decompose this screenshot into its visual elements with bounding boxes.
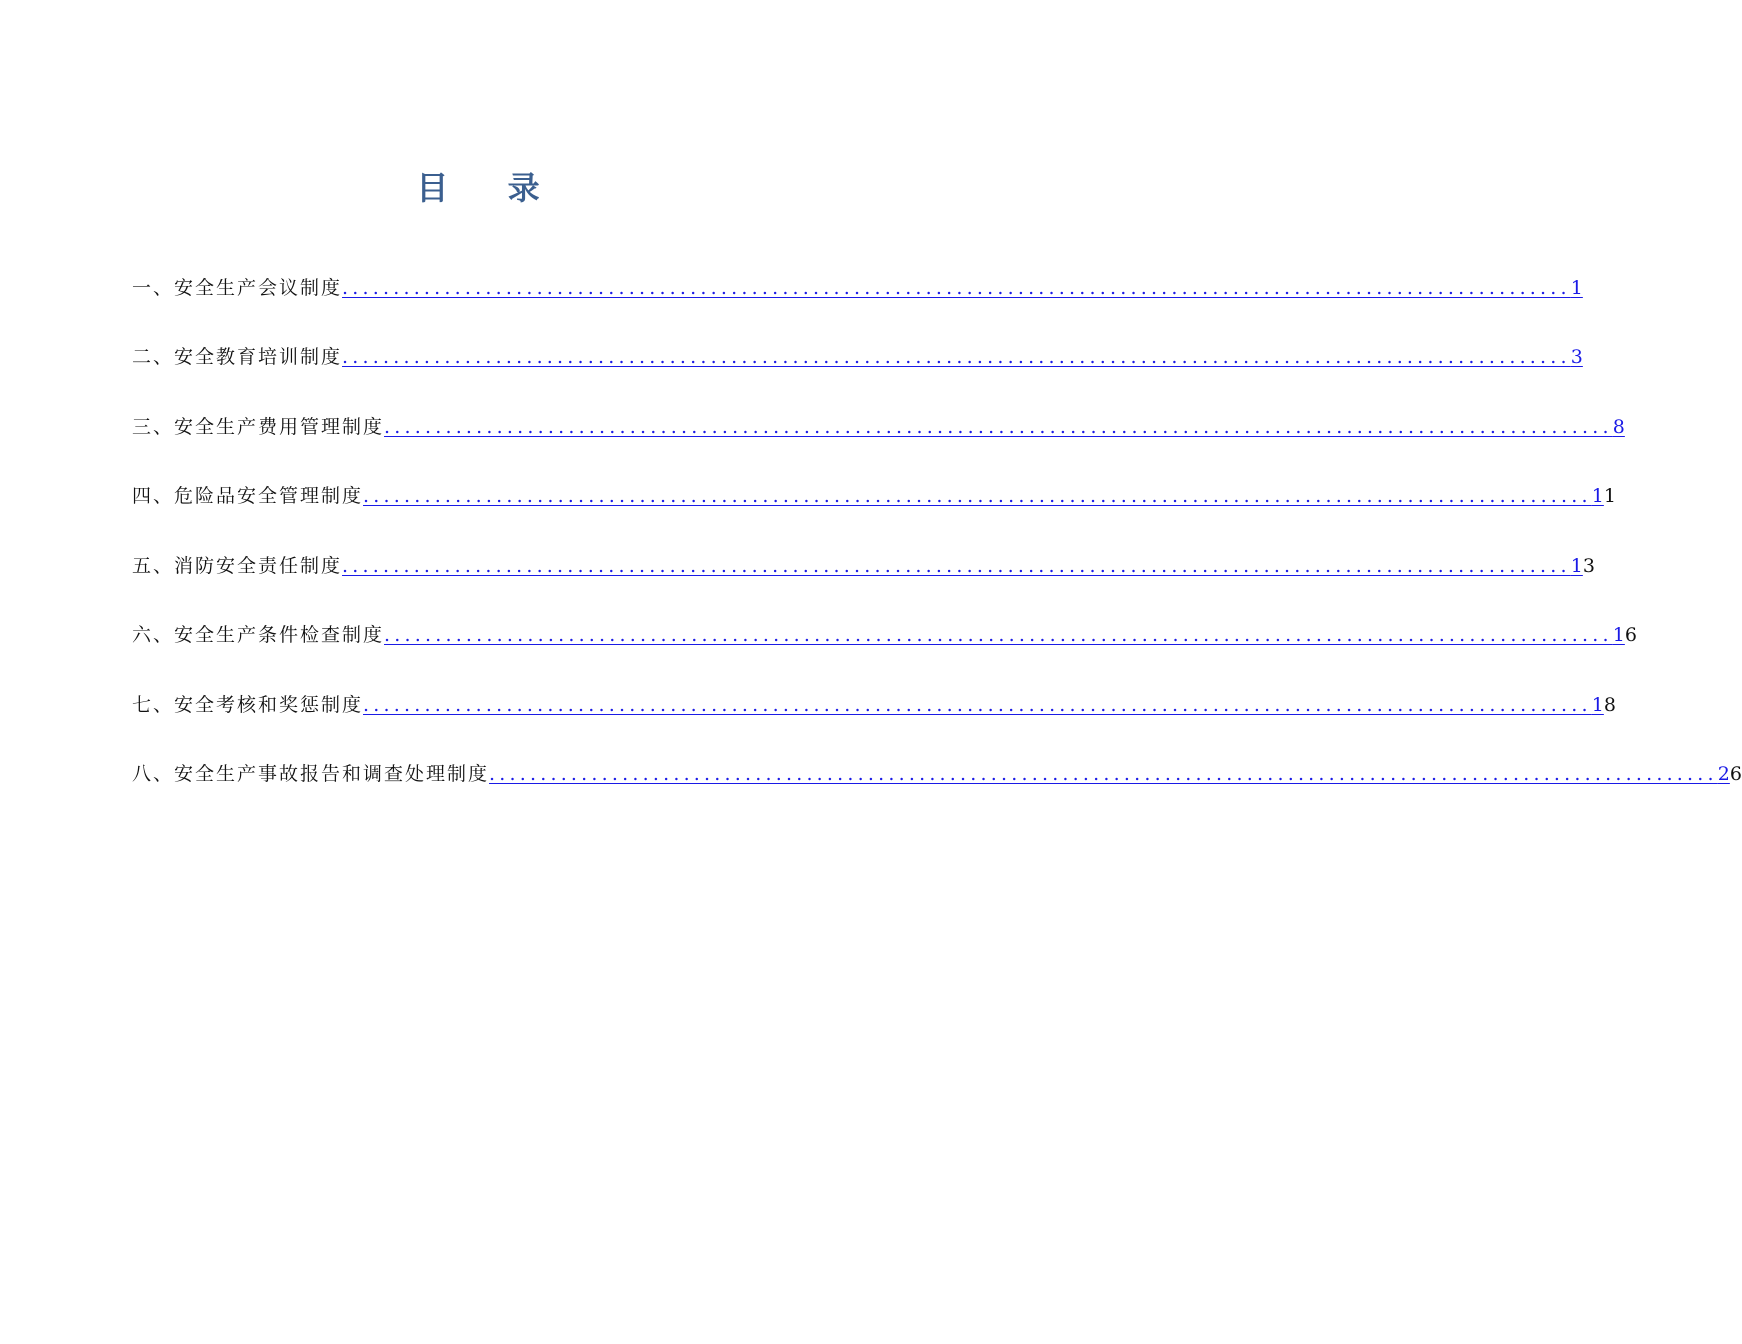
toc-page-number-suffix: 8 xyxy=(1603,693,1616,716)
toc-leader-dots[interactable]: ........................................................................................................................ xyxy=(384,415,1613,438)
toc-entry[interactable] xyxy=(132,620,1637,690)
toc-entry-title: 六、安全生产条件检查制度 xyxy=(132,624,385,646)
toc-entry[interactable] xyxy=(132,759,1742,829)
toc-entry[interactable] xyxy=(132,689,1616,759)
toc-entry-title: 四、危险品安全管理制度 xyxy=(132,485,364,507)
page-title: 目 录 xyxy=(416,169,564,207)
toc-entry[interactable] xyxy=(132,411,1625,481)
toc-page-number-link[interactable]: 1 xyxy=(1612,624,1625,646)
toc-page-number-link[interactable]: 1 xyxy=(1570,554,1583,577)
toc-page-number-suffix: 3 xyxy=(1582,554,1595,577)
toc-entry-title: 三、安全生产费用管理制度 xyxy=(132,415,385,438)
toc-leader-dots[interactable]: ........................................................................................................................ xyxy=(384,624,1613,646)
toc-page-number-link[interactable]: 1 xyxy=(1570,276,1583,299)
toc-page-number-suffix: 6 xyxy=(1729,763,1742,785)
toc-entry-title: 七、安全考核和奖惩制度 xyxy=(132,693,364,716)
toc-entry[interactable] xyxy=(132,342,1583,412)
toc-entry-title: 八、安全生产事故报告和调查处理制度 xyxy=(132,763,490,785)
toc-page-number-link[interactable]: 1 xyxy=(1591,693,1604,716)
toc-leader-dots[interactable]: ........................................................................................................................ xyxy=(342,276,1571,299)
table-of-contents xyxy=(132,272,1742,828)
toc-page-number-link[interactable]: 2 xyxy=(1717,763,1730,785)
toc-page-number-suffix: 6 xyxy=(1624,624,1637,646)
toc-page-number-link[interactable]: 1 xyxy=(1591,485,1604,507)
toc-page-number-suffix: 1 xyxy=(1603,485,1616,507)
toc-entry[interactable] xyxy=(132,550,1595,620)
toc-leader-dots[interactable]: ........................................................................................................................ xyxy=(342,346,1571,368)
toc-entry[interactable] xyxy=(132,272,1583,342)
toc-leader-dots[interactable]: ........................................................................................................................ xyxy=(342,554,1571,577)
toc-leader-dots[interactable]: ........................................................................................................................ xyxy=(489,763,1718,785)
toc-page-number-link[interactable]: 3 xyxy=(1570,346,1583,368)
toc-page-number-link[interactable]: 8 xyxy=(1612,415,1625,438)
toc-entry-title: 一、安全生产会议制度 xyxy=(132,276,343,299)
toc-leader-dots[interactable]: ........................................................................................................................ xyxy=(363,485,1592,507)
toc-entry-title: 五、消防安全责任制度 xyxy=(132,554,343,577)
toc-entry-title: 二、安全教育培训制度 xyxy=(132,346,343,368)
toc-entry[interactable] xyxy=(132,481,1616,551)
toc-leader-dots[interactable]: ........................................................................................................................ xyxy=(363,693,1592,716)
